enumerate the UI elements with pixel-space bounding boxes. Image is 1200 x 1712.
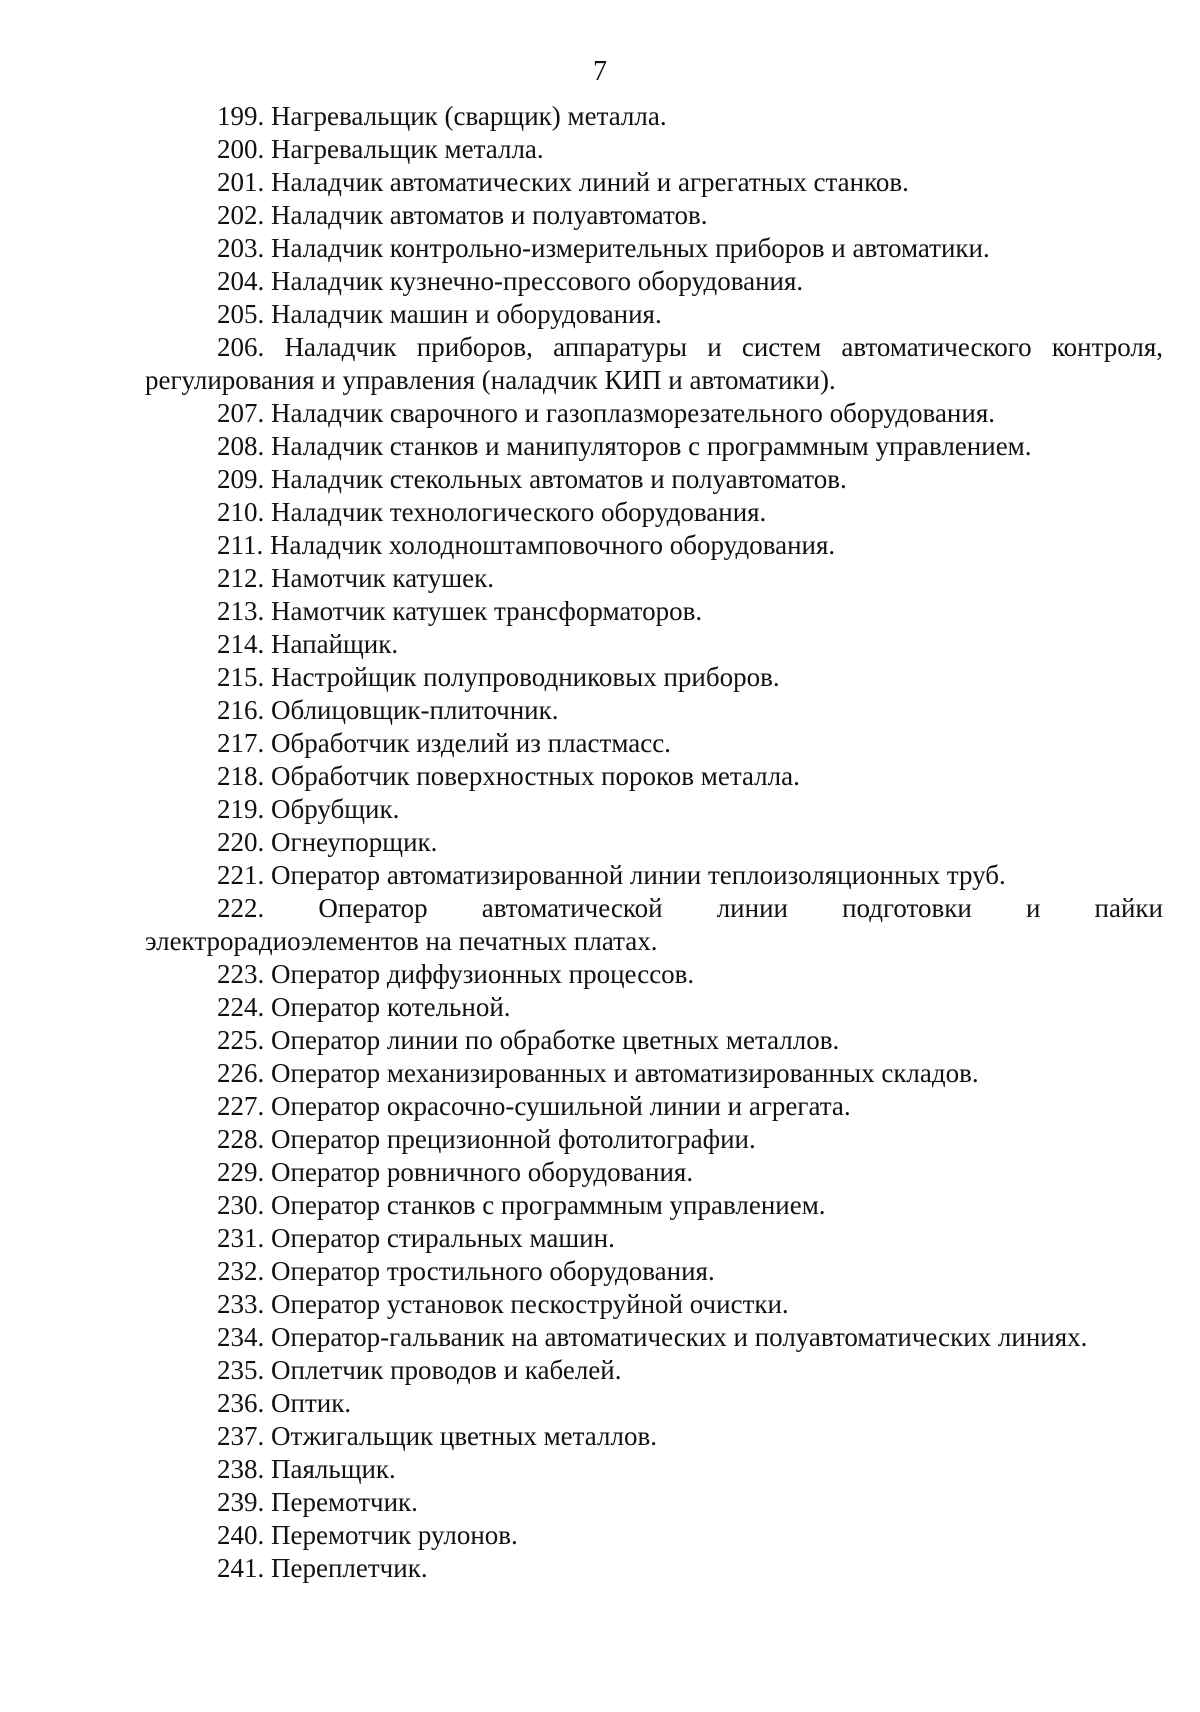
list-item [145, 1486, 1163, 1519]
list-item [145, 1321, 1163, 1354]
list-item-text: Облицовщик-плиточник. [271, 695, 559, 725]
list-item [145, 1189, 1163, 1222]
list-item-text: Нагревальщик металла. [271, 134, 544, 164]
list-item-text: Перемотчик рулонов. [271, 1520, 518, 1550]
list-item-text: Наладчик контрольно-измерительных приборов и автоматики. [271, 233, 990, 263]
list-item [145, 1024, 1163, 1057]
list-item-number: 239. [217, 1487, 265, 1517]
list-item-number: 241. [217, 1553, 265, 1583]
list-item-text: Настройщик полупроводниковых приборов. [271, 662, 780, 692]
list-item-number: 203. [217, 233, 265, 263]
list-item [145, 463, 1163, 496]
page-number: 7 [593, 56, 607, 87]
list-item [145, 595, 1163, 628]
list-item-continuation: электрорадиоэлементов на печатных платах. [145, 926, 658, 956]
list-item [145, 628, 1163, 661]
list-item [145, 265, 1163, 298]
list-item-text: Оператор стиральных машин. [271, 1223, 615, 1253]
list-item-number: 236. [217, 1388, 265, 1418]
list-item-number: 218. [217, 761, 265, 791]
list-item-text: Наладчик приборов, аппаратуры и систем автоматического контроля, [284, 332, 1163, 362]
list-item [145, 562, 1163, 595]
list-item-text: Огнеупорщик. [271, 827, 438, 857]
list-item [145, 1090, 1163, 1123]
list-item [145, 760, 1163, 793]
list-item-number: 237. [217, 1421, 265, 1451]
profession-list [145, 100, 1163, 1585]
list-item-text: Обработчик изделий из пластмасс. [271, 728, 671, 758]
list-item [145, 199, 1163, 232]
list-item [145, 793, 1163, 826]
list-item-text: Оператор ровничного оборудования. [271, 1157, 694, 1187]
list-item-number: 201. [217, 167, 265, 197]
list-item-number: 233. [217, 1289, 265, 1319]
list-item-number: 214. [217, 629, 265, 659]
list-item-text: Переплетчик. [271, 1553, 428, 1583]
list-item-number: 207. [217, 398, 265, 428]
list-item [145, 1123, 1163, 1156]
list-item-text: Наладчик станков и манипуляторов с программным управлением. [271, 431, 1032, 461]
list-item-number: 200. [217, 134, 265, 164]
list-item-text: Наладчик холодноштамповочного оборудования. [270, 530, 836, 560]
list-item [145, 958, 1163, 991]
list-item-text: Оплетчик проводов и кабелей. [271, 1355, 622, 1385]
list-item-number: 223. [217, 959, 265, 989]
list-item [145, 1354, 1163, 1387]
list-item [145, 727, 1163, 760]
list-item [145, 397, 1163, 430]
list-item-continuation: регулирования и управления (наладчик КИП и автоматики). [145, 365, 836, 395]
list-item-number: 216. [217, 695, 265, 725]
list-item-number: 212. [217, 563, 265, 593]
list-item-text: Наладчик автоматических линий и агрегатных станков. [271, 167, 909, 197]
list-item [145, 892, 1163, 958]
list-item-number: 238. [217, 1454, 265, 1484]
list-item-text: Оператор котельной. [271, 992, 511, 1022]
list-item [145, 826, 1163, 859]
list-item-text: Оператор установок пескоструйной очистки. [271, 1289, 789, 1319]
list-item-text: Отжигальщик цветных металлов. [271, 1421, 657, 1451]
list-item-number: 205. [217, 299, 265, 329]
list-item [145, 859, 1163, 892]
list-item [145, 100, 1163, 133]
list-item-number: 202. [217, 200, 265, 230]
list-item-number: 206. [217, 332, 265, 362]
list-item [145, 430, 1163, 463]
list-item-number: 210. [217, 497, 265, 527]
list-item [145, 331, 1163, 397]
list-item-text: Обработчик поверхностных пороков металла. [271, 761, 800, 791]
list-item-text: Оператор тростильного оборудования. [271, 1256, 715, 1286]
list-item [145, 529, 1163, 562]
list-item [145, 1453, 1163, 1486]
list-item-text: Наладчик сварочного и газоплазморезательного оборудования. [271, 398, 995, 428]
list-item-number: 221. [217, 860, 265, 890]
list-item [145, 694, 1163, 727]
list-item-text: Намотчик катушек трансформаторов. [271, 596, 703, 626]
list-item-number: 211. [217, 530, 264, 560]
list-item-text: Наладчик автоматов и полуавтоматов. [271, 200, 708, 230]
list-item [145, 1420, 1163, 1453]
list-item-text: Наладчик машин и оборудования. [271, 299, 662, 329]
list-item-number: 220. [217, 827, 265, 857]
list-item-text: Оптик. [271, 1388, 352, 1418]
list-item-text: Наладчик технологического оборудования. [271, 497, 767, 527]
list-item-number: 234. [217, 1322, 265, 1352]
list-item [145, 1222, 1163, 1255]
list-item-number: 229. [217, 1157, 265, 1187]
list-item [145, 1057, 1163, 1090]
list-item-text: Оператор окрасочно-сушильной линии и агрегата. [271, 1091, 851, 1121]
list-item-number: 232. [217, 1256, 265, 1286]
list-item-text: Наладчик стекольных автоматов и полуавтоматов. [271, 464, 847, 494]
list-item [145, 1552, 1163, 1585]
list-item-first-line [145, 892, 1163, 925]
list-item [145, 133, 1163, 166]
list-item-text: Оператор автоматической линии подготовки и пайки [318, 893, 1164, 923]
list-item [145, 232, 1163, 265]
list-item [145, 1255, 1163, 1288]
list-item-number: 230. [217, 1190, 265, 1220]
list-item [145, 496, 1163, 529]
list-item-number: 235. [217, 1355, 265, 1385]
list-item-number: 240. [217, 1520, 265, 1550]
list-item-number: 224. [217, 992, 265, 1022]
list-item-text: Оператор автоматизированной линии теплоизоляционных труб. [271, 860, 1006, 890]
list-item [145, 1156, 1163, 1189]
list-item-number: 231. [217, 1223, 265, 1253]
list-item [145, 298, 1163, 331]
list-item-text: Напайщик. [271, 629, 399, 659]
list-item-number: 217. [217, 728, 265, 758]
list-item-number: 226. [217, 1058, 265, 1088]
list-item-number: 208. [217, 431, 265, 461]
list-item [145, 1387, 1163, 1420]
list-item-text: Оператор-гальваник на автоматических и полуавтоматических линиях. [271, 1322, 1088, 1352]
list-item [145, 1288, 1163, 1321]
list-item [145, 1519, 1163, 1552]
list-item-text: Перемотчик. [271, 1487, 418, 1517]
list-item-number: 227. [217, 1091, 265, 1121]
list-item-text: Оператор станков с программным управлением. [271, 1190, 826, 1220]
list-item-number: 209. [217, 464, 265, 494]
list-item-number: 213. [217, 596, 265, 626]
list-item-text: Оператор механизированных и автоматизированных складов. [271, 1058, 979, 1088]
list-item-text: Намотчик катушек. [271, 563, 494, 593]
list-item [145, 991, 1163, 1024]
list-item-number: 222. [217, 893, 265, 923]
list-item-number: 199. [217, 101, 265, 131]
list-item [145, 661, 1163, 694]
list-item-text: Наладчик кузнечно-прессового оборудования. [271, 266, 804, 296]
list-item [145, 166, 1163, 199]
list-item-number: 219. [217, 794, 265, 824]
list-item-text: Оператор диффузионных процессов. [271, 959, 695, 989]
list-item-text: Паяльщик. [271, 1454, 396, 1484]
list-item-number: 225. [217, 1025, 265, 1055]
list-item-text: Нагревальщик (сварщик) металла. [271, 101, 667, 131]
list-item-number: 215. [217, 662, 265, 692]
list-item-text: Обрубщик. [271, 794, 400, 824]
list-item-number: 204. [217, 266, 265, 296]
list-item-first-line [145, 331, 1163, 364]
list-item-text: Оператор линии по обработке цветных металлов. [271, 1025, 840, 1055]
list-item-number: 228. [217, 1124, 265, 1154]
list-item-text: Оператор прецизионной фотолитографии. [271, 1124, 756, 1154]
